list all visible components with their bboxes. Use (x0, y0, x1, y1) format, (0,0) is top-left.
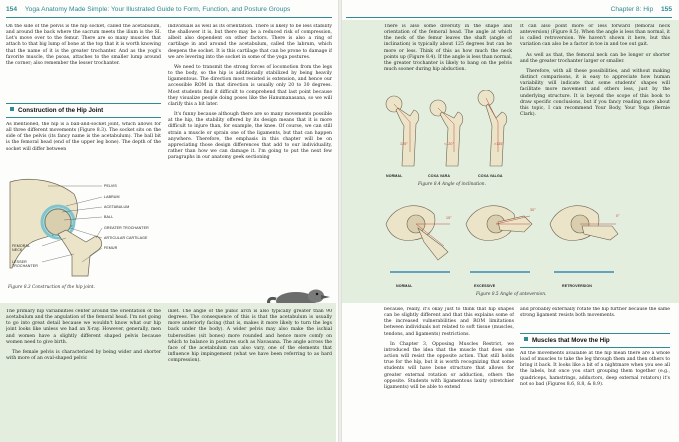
figure-8-5-caption: Figure 8.5 Angle of anteversion. (476, 292, 547, 297)
femur-coxa-vara (430, 100, 463, 166)
left-col1-top-text (6, 24, 161, 98)
angle-normal: 125° (400, 142, 408, 146)
pelvis-normal (386, 206, 448, 260)
right-box-col3-text (384, 24, 512, 86)
section-heading-muscles: Muscles that Move the Hip (520, 333, 670, 348)
left-running-title: Yoga Anatomy Made Simple: Your Illustrated Guide to Form, Function, and Posture Groups (24, 6, 291, 13)
left-box-col1-text (6, 309, 161, 439)
femur-coxa-valga (478, 90, 507, 166)
section-heading-construction: Construction of the Hip Joint (6, 103, 161, 118)
figure-8-3-caption: Figure 8.3 Construction of the hip joint. (8, 285, 96, 290)
paragraph: In Chapter 3, Opposing Muscles Restrict, we introduced the idea that the muscle that does one action will resist the opposite action. That still holds true for the hip, but it is worth recognizing that some students will have bone structure that allows for greater external rotation or adduction, others the opposite. Students with ligamentous laxity (stretchier ligaments) will be able to extend (384, 341, 514, 390)
label-femur: FEMUR (104, 246, 118, 250)
paragraph: It's funny because although there are so many movements possible at the hip, the stability offered by its design means that it is more difficult to injure than, for example, the knee. Of course, we can still strain a muscle or sprain one of the ligaments, but that can happen anywhere. Therefore, the emphasis in this chapter will be on appreciating those design differences that add to our individuality, rather than how we can damage it. I'm going to put the next few paragraphs in our anatomy geek sectioning (168, 112, 332, 161)
left-header-rule (6, 17, 332, 18)
paragraph: The primary hip variabilities center around the orientation of the acetabulum and the angulation of the femoral head. I'm not going to go into great detail because we wouldn't know what our hip joint looks like unless we had an X-ray. However, generally, men and women have a slightly different shaped pelvis because women need to give birth. (6, 309, 161, 345)
left-col2-text (168, 24, 332, 296)
label-coxa-valga: COXA VALGA (478, 174, 503, 178)
label-normal-inclination: NORMAL (386, 174, 403, 178)
label-articular-cartilage: ARTICULAR CARTILAGE (104, 236, 148, 240)
heading-square-icon (524, 337, 528, 341)
label-excessive: EXCESSIVE (474, 284, 496, 288)
right-page-number: 155 (660, 6, 672, 13)
label-coxa-vara: COXA VARA (428, 174, 451, 178)
figure-8-4-caption: Figure 8.4 Angle of inclination. (418, 182, 486, 187)
paragraph: We need to transmit the strong forces of locomotion from the legs to the body, so the hip is additionally stabilized by being heavily ligamentous. The direction most resisted is extension, and hence our accessible ROM in that direction is usually only 20 to 30 degrees. Most students find it difficult to comprehend that last point because they visualize people doing poses like the Hanumanasana, so we will clarify this a bit later. (168, 64, 332, 107)
left-col1-mid-text (6, 122, 161, 174)
paragraph: and probably externally rotate the hip further because the same strong ligament resists both movements. (520, 307, 670, 319)
label-lesser-trochanter: LESSER TROCHANTER (12, 260, 38, 268)
paragraph: It can also point more or less forward (femoral neck anteversion) (Figure 8.5). When the angle is less than normal, it is called retroversion. We haven't shown it here, but this variation can also be a factor in toe in and toe out gait. (520, 24, 670, 48)
paragraph: There is also some diversity in the shape and orientation of the femoral head. The angle at which the neck of the femur leaves the shaft (angle of inclination) is typically about 125 degrees but can be more or less. Think of this as how much the neck points up (Figure 8.4). If the angle is less than normal, the greater trochanter is likely to bang on the pelvis much sooner during hip abduction. (384, 24, 512, 73)
angle-normal-anteversion: 15° (446, 216, 452, 220)
pelvis-retroversion (550, 206, 618, 241)
angle-of-anteversion-illustration (380, 194, 624, 284)
label-pelvis: PELVIS (104, 184, 117, 188)
label-femoral-neck: FEMORAL NECK (12, 244, 30, 252)
heading-square-icon (10, 107, 14, 111)
angle-excessive: 30° (530, 208, 536, 212)
right-col4-top-text (520, 307, 670, 331)
right-header-rule (346, 17, 672, 18)
right-running-title: Chapter 8: Hip (610, 6, 654, 13)
right-col3-text (384, 307, 514, 441)
left-box-col2-text (168, 309, 332, 439)
label-retroversion: RETROVERSION (562, 284, 592, 288)
paragraph: because, really, it's okay just to think that hip shapes can be slightly different and that this explains some of the increased vulnerabilities and ROM limitations between individuals not related to soft tissue (muscles, tendons, and ligaments) restrictions. (384, 307, 514, 337)
paragraph: As mentioned, the hip is a ball-and-socket joint, which allows for all three different movements (Figure 8.3). The socket sits on the side of the pelvis (its fancy name is the acetabulum). The ball bit is the femoral head (end of the upper leg bone). The depth of the socket will differ between (6, 122, 161, 152)
right-col4-bottom-text (520, 351, 670, 439)
angle-coxa-vara: <120° (444, 142, 455, 146)
paragraph: On the side of the pelvis is the hip socket, called the acetabulum, and around the back where the sacrum meets the ilium is the SI. Let's move over to the femur. There are so many muscles that attach to that big lump of bone at the top that it is worth knowing that the name of it is the greater trochanter. And as the yogi's favorite muscle, the psoas, attaches to the smaller lump around the corner; also remember the lesser trochanter. (6, 24, 161, 66)
label-greater-trochanter: GREATER TROCHANTER (104, 226, 149, 230)
paragraph: inlet. The angle of the pubic arch is also typically greater than 90 degrees. The consequence of this is that the acetabulum is usually more anteriorly facing (that is, makes it more likely to turn the legs back under the body). A wider pelvis may also make the ischial tuberosities (sit bones) more rounded and hence more comfy on which to balance in postures such as Navasana. The angle across the face of the acetabulum can also vary, one of the elements that influence hip impingement (what we have been referring to as hard compression). (168, 309, 332, 364)
paragraph: The female pelvis is characterized by being wider and shorter with more of an oval-shaped pelvic (6, 349, 161, 362)
label-normal-anteversion: NORMAL (396, 284, 413, 288)
label-labrum: LABRUM (104, 195, 120, 199)
femur-normal (386, 96, 419, 166)
angle-of-inclination-illustration (384, 90, 516, 172)
label-ball: BALL (104, 215, 114, 219)
left-page-number: 154 (6, 6, 18, 13)
paragraph: Therefore, with all these possibilities, and without making distinct comparisons, it is easy to appreciate how human variability will indicate that some students' shapes will facilitate more movement and others less, just by the underlying structure. It is beyond the scope of this book to draw specific conclusions, but if you fancy reading more about this topic, I can recommend Your Body, Your Yoga (Bernie Clark). (520, 68, 670, 118)
paragraph: As well as that, the femoral neck can be longer or shorter and the greater trochanter larger or smaller. (520, 52, 670, 64)
label-acetabulum: ACETABULUM (104, 205, 130, 209)
paragraph: individuals as well as its orientation. There is likely to be less stability the shallower it is, but there may be a reduced risk of compression, albeit also dependent on other factors. There is also a ring of cartilage in and around the acetabulum, called the labrum, which deepens the socket. It is this cartilage that can be prone to damage if we are levering into the socket in some of the yoga postures. (168, 24, 332, 60)
paragraph: All the movements available at the hip mean there are a whole load of muscles to take the leg through them and then others to bring it back. It looks like a bit of a nightmare when you see all the labels, but once you start grouping them together (e.g., quadriceps, hamstrings, adductors, deep external rotators) it's not so bad (Figures 8.6, 8.8, & 8.9). (520, 351, 670, 387)
angle-retroversion: 0° (616, 214, 620, 218)
angle-coxa-valga: >135° (494, 142, 505, 146)
